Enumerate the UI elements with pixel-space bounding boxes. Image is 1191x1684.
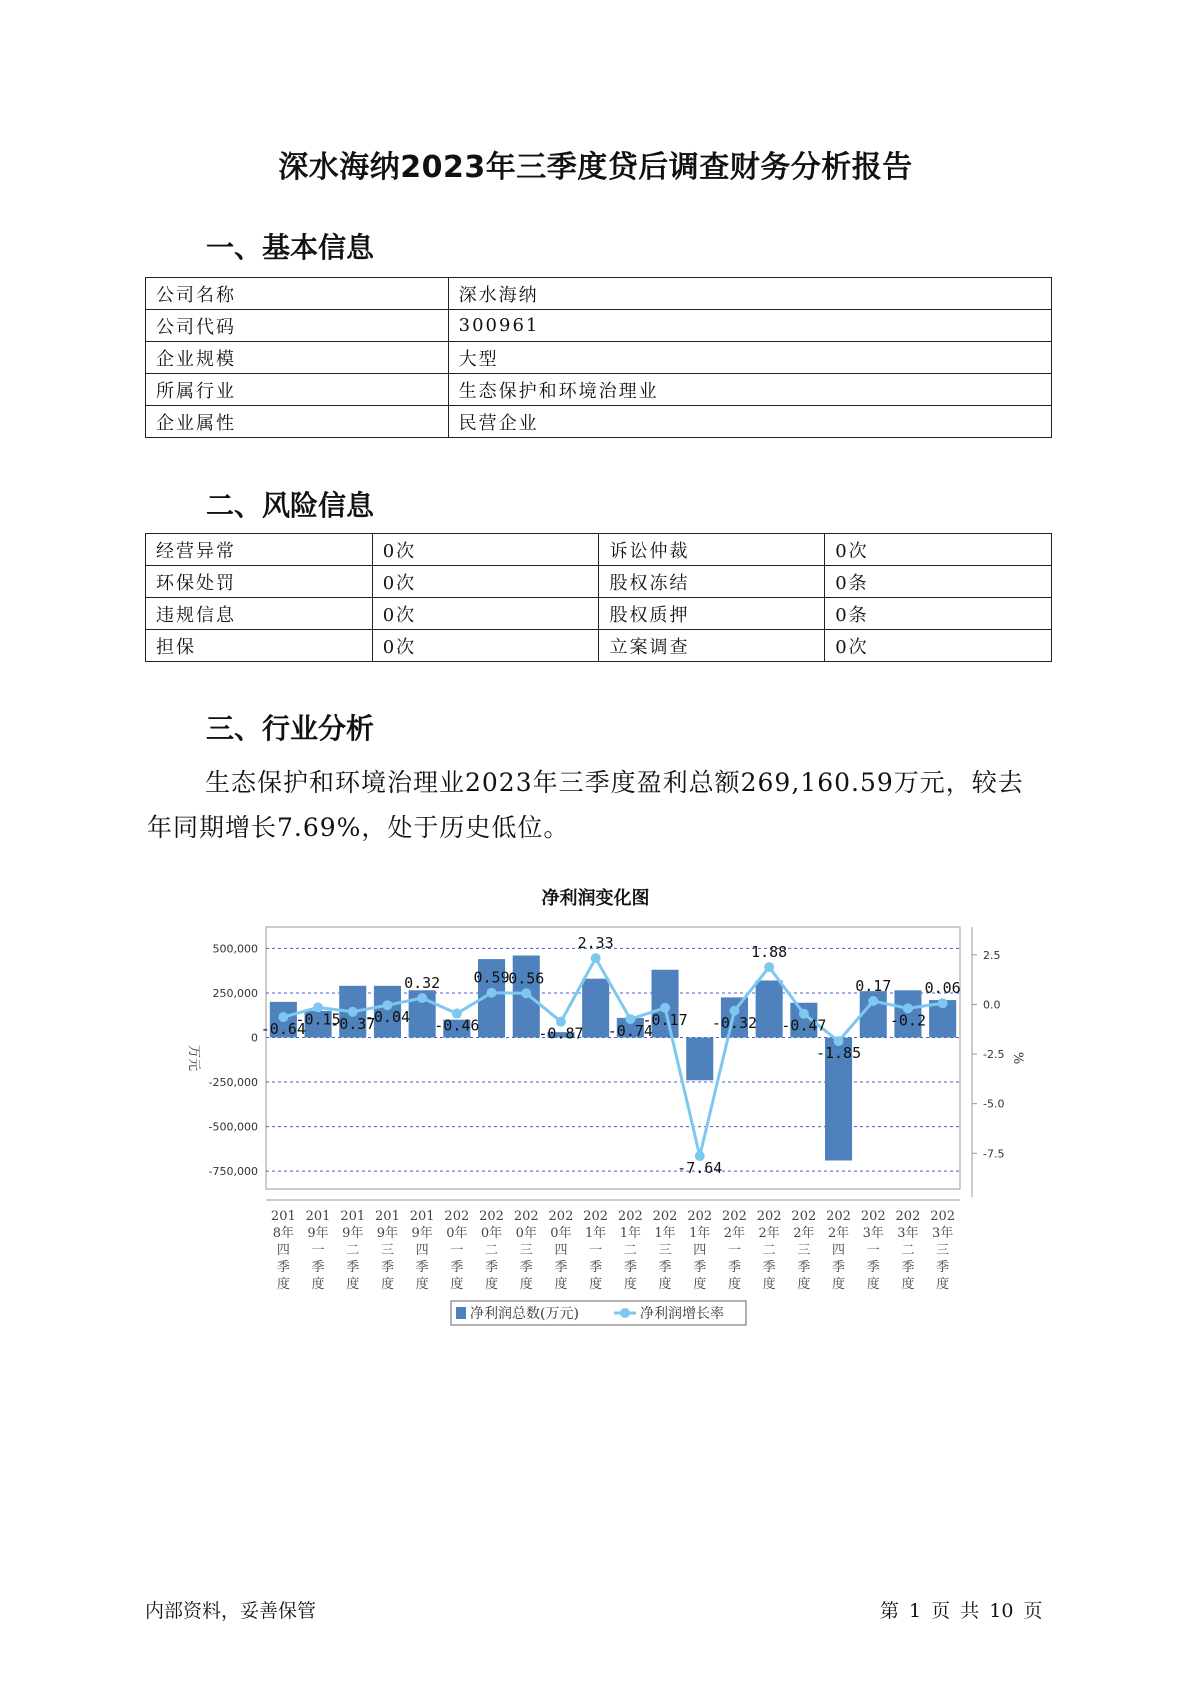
risk-info-value: 0条 (825, 566, 1052, 598)
basic-info-value: 生态保护和环境治理业 (448, 374, 1051, 406)
x-tick-label: 202 2年四季度 (826, 1209, 851, 1292)
x-tick-label: 202 2年二季度 (756, 1209, 782, 1292)
right-tick-label: -2.5 (983, 1048, 1005, 1062)
risk-info-value: 0次 (825, 534, 1052, 566)
growth-rate-data-label: -0.15 (295, 1010, 341, 1029)
growth-rate-data-label: -0.37 (330, 1014, 376, 1033)
x-tick-label: 202 1年二季度 (617, 1209, 643, 1292)
basic-info-value: 民营企业 (448, 406, 1051, 438)
growth-rate-data-label: 0.17 (855, 977, 892, 996)
growth-rate-data-label: 0.59 (473, 968, 510, 987)
x-tick-label: 202 3年一季度 (860, 1209, 886, 1292)
basic-info-value: 300961 (448, 310, 1051, 342)
risk-info-label: 立案调查 (599, 630, 825, 662)
legend-bar-swatch (456, 1307, 466, 1319)
section-heading-basic: 一、基本信息 (206, 231, 375, 264)
risk-info-label: 违规信息 (146, 598, 373, 630)
x-tick-label: 202 3年二季度 (895, 1209, 921, 1292)
growth-rate-data-label: -0.47 (781, 1016, 827, 1035)
risk-info-label: 股权冻结 (599, 566, 825, 598)
right-axis-title: % (1010, 1051, 1025, 1065)
growth-rate-data-label: 1.88 (751, 943, 788, 962)
x-tick-label: 201 9年三季度 (375, 1209, 400, 1292)
left-tick-label: -750,000 (208, 1165, 258, 1179)
footer-note: 内部资料，妥善保管 (145, 1600, 317, 1622)
right-tick-label: 0.0 (983, 998, 1001, 1012)
page-number: 第 1 页 共 10 页 (880, 1600, 1043, 1622)
legend-bar-label: 净利润总数(万元) (470, 1306, 579, 1322)
risk-info-value: 0条 (825, 598, 1052, 630)
x-tick-label: 202 0年四季度 (548, 1209, 574, 1292)
x-tick-label: 201 8年四季度 (270, 1209, 296, 1292)
x-tick-label: 202 0年二季度 (479, 1209, 504, 1292)
x-tick-label: 201 9年四季度 (409, 1209, 435, 1292)
risk-info-label: 经营异常 (146, 534, 373, 566)
risk-info-value: 0次 (372, 598, 599, 630)
growth-rate-data-label: -0.17 (642, 1010, 688, 1029)
growth-rate-data-label: -0.87 (538, 1024, 584, 1043)
growth-rate-data-label: 0.06 (924, 979, 961, 998)
document-title: 深水海纳2023年三季度贷后调查财务分析报告 (278, 150, 913, 185)
risk-info-label: 诉讼仲裁 (599, 534, 825, 566)
growth-rate-point (868, 996, 878, 1006)
left-tick-label: 250,000 (212, 986, 258, 1000)
growth-rate-data-label: -0.32 (711, 1013, 758, 1032)
risk-info-label: 股权质押 (599, 598, 825, 630)
growth-rate-data-label: -0.64 (260, 1020, 306, 1039)
risk-info-value: 0次 (372, 566, 599, 598)
risk-info-value: 0次 (825, 630, 1052, 662)
left-tick-label: 500,000 (212, 942, 258, 956)
basic-info-label: 所属行业 (146, 374, 449, 406)
left-tick-label: 0 (251, 1031, 258, 1045)
basic-info-label: 公司名称 (146, 278, 449, 310)
net-profit-bar (582, 979, 609, 1038)
legend-line-marker (620, 1308, 630, 1318)
right-tick-label: -5.0 (983, 1097, 1005, 1111)
x-tick-label: 201 9年一季度 (305, 1209, 331, 1292)
growth-rate-data-label: 0.32 (404, 974, 441, 993)
net-profit-bar (756, 980, 783, 1037)
growth-rate-point (591, 953, 601, 963)
right-tick-label: 2.5 (983, 948, 1001, 962)
basic-info-value: 深水海纳 (448, 278, 1051, 310)
x-tick-label: 202 1年三季度 (652, 1209, 678, 1292)
section-heading-industry: 三、行业分析 (206, 712, 375, 745)
growth-rate-point (521, 988, 531, 998)
growth-rate-point (764, 962, 774, 972)
basic-info-label: 公司代码 (146, 310, 449, 342)
legend-line-label: 净利润增长率 (640, 1306, 724, 1322)
x-tick-label: 202 2年三季度 (791, 1209, 817, 1292)
growth-rate-data-label: -0.74 (607, 1022, 653, 1041)
risk-info-value: 0次 (372, 534, 599, 566)
basic-info-value: 大型 (448, 342, 1051, 374)
growth-rate-data-label: -0.04 (364, 1008, 411, 1027)
industry-analysis-text: 生态保护和环境治理业2023年三季度盈利总额269,160.59万元，较去年同期增长7.69%，处于历史低位。 (147, 768, 1024, 842)
chart-title: 净利润变化图 (541, 888, 650, 909)
section-heading-risk: 二、风险信息 (206, 489, 375, 522)
growth-rate-data-label: -1.85 (815, 1044, 862, 1063)
growth-rate-point (938, 998, 948, 1008)
right-tick-label: -7.5 (983, 1147, 1005, 1161)
risk-info-label: 环保处罚 (146, 566, 373, 598)
growth-rate-data-label: 2.33 (577, 934, 614, 953)
risk-info-value: 0次 (372, 630, 599, 662)
growth-rate-data-label: -0.46 (434, 1016, 480, 1035)
x-tick-label: 201 9年二季度 (340, 1209, 366, 1292)
basic-info-label: 企业规模 (146, 342, 449, 374)
x-tick-label: 202 0年三季度 (513, 1209, 539, 1292)
left-tick-label: -500,000 (208, 1120, 258, 1134)
x-tick-label: 202 1年一季度 (583, 1209, 609, 1292)
x-tick-label: 202 2年一季度 (722, 1209, 747, 1292)
x-tick-label: 202 0年一季度 (444, 1209, 470, 1292)
growth-rate-data-label: 0.56 (508, 969, 545, 988)
x-tick-label: 202 1年四季度 (687, 1209, 713, 1292)
growth-rate-data-label: -0.2 (889, 1011, 927, 1030)
growth-rate-data-label: -7.64 (677, 1159, 723, 1178)
net-profit-bar (686, 1038, 713, 1081)
left-axis-title: 万元 (186, 1044, 201, 1072)
left-tick-label: -250,000 (208, 1076, 258, 1090)
risk-info-label: 担保 (146, 630, 373, 662)
x-tick-label: 202 3年三季度 (930, 1209, 956, 1292)
growth-rate-point (417, 993, 427, 1003)
growth-rate-point (487, 988, 497, 998)
basic-info-label: 企业属性 (146, 406, 449, 438)
